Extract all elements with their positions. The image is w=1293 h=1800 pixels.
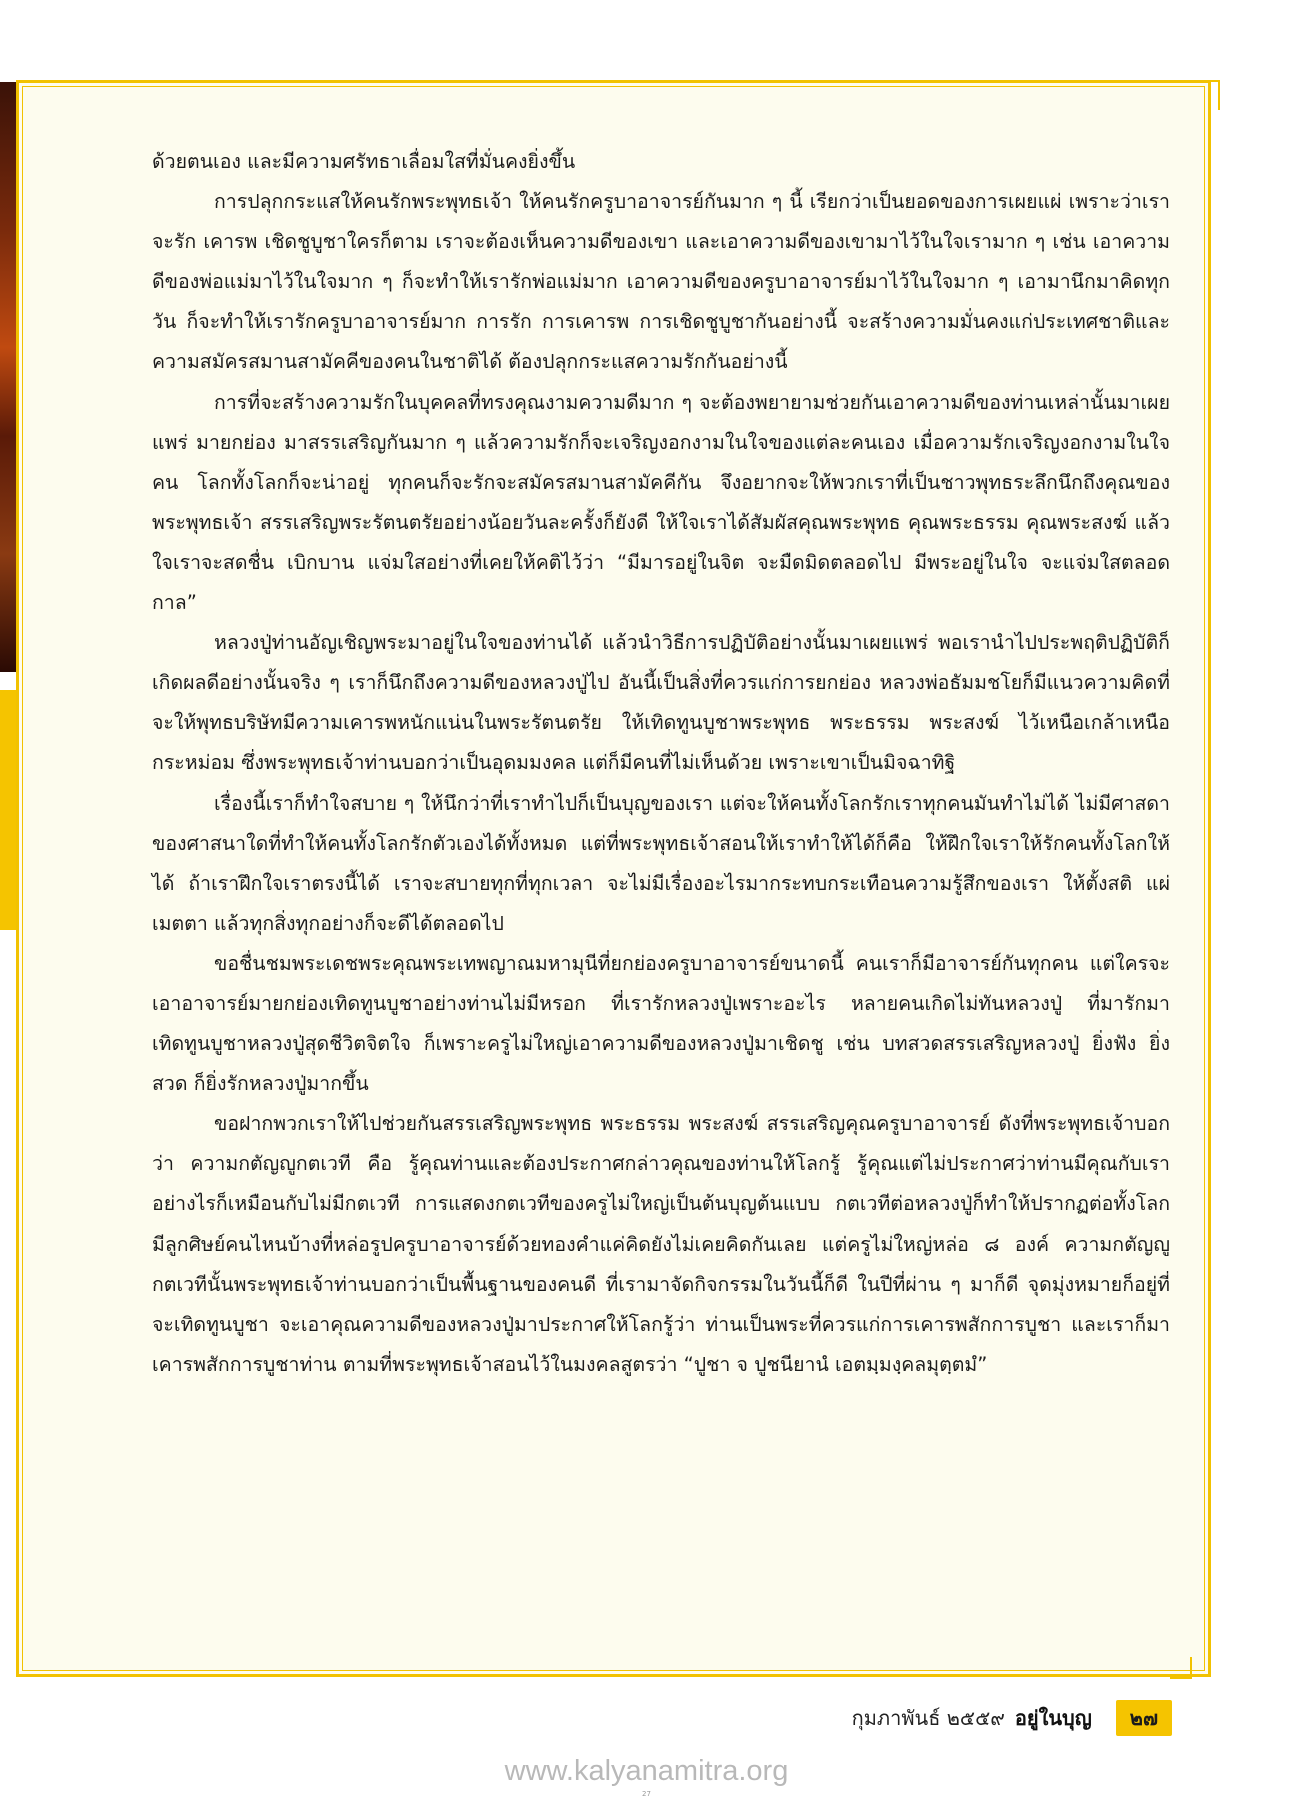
- article-paragraph: หลวงปู่ท่านอัญเชิญพระมาอยู่ในใจของท่านได้ แล้วนำวิธีการปฏิบัติอย่างนั้นมาเผยแพร่ พอเรานำไปประพฤติปฏิบัติก็เกิดผลดีอย่างนั้นจริง ๆ เราก็นึกถึงความดีของหลวงปู่ไป อันนี้เป็นสิ่งที่ควรแก่การยกย่อง หลวงพ่อธัมมชโยก็มีแนวความคิดที่จะให้พุทธบริษัทมีความเคารพหนักแน่นในพระรัตนตรัย ให้เทิดทูนบูชาพระพุทธ พระธรรม พระสงฆ์ ไว้เหนือเกล้าเหนือกระหม่อม ซึ่งพระพุทธเจ้าท่านบอกว่าเป็นอุดมมงคล แต่ก็มีคนที่ไม่เห็นด้วย เพราะเขาเป็นมิจฉาทิฐิ: [152, 631, 1170, 775]
- frame-corner-ornament: [1170, 1657, 1192, 1679]
- article-paragraph: ขอฝากพวกเราให้ไปช่วยกันสรรเสริญพระพุทธ พระธรรม พระสงฆ์ สรรเสริญคุณครูบาอาจารย์ ดังที่พระพุทธเจ้าบอกว่า ความกตัญญูกตเวที คือ รู้คุณท่านและต้องประกาศกล่าวคุณของท่านให้โลกรู้ รู้คุณแต่ไม่ประกาศว่าท่านมีคุณกับเราอย่างไรก็เหมือนกับไม่มีกตเวที การแสดงกตเวทีของครูไม่ใหญ่เป็นต้นบุญต้นแบบ กตเวทีต่อหลวงปู่ก็ทำให้ปรากฏต่อทั้งโลก มีลูกศิษย์คนไหนบ้างที่หล่อรูปครูบาอาจารย์ด้วยทองคำแค่คิดยังไม่เคยคิดกันเลย แต่ครูไม่ใหญ่หล่อ ๘ องค์ ความกตัญญูกตเวทีนั้นพระพุทธเจ้าท่านบอกว่าเป็นพื้นฐานของคนดี ที่เรามาจัดกิจกรรมในวันนี้ก็ดี ในปีที่ผ่าน ๆ มาก็ดี จุดมุ่งหมายก็อยู่ที่จะเทิดทูนบูชา จะเอาคุณความดีของหลวงปู่มาประกาศให้โลกรู้ว่า ท่านเป็นพระที่ควรแก่การเคารพสักการบูชา และเราก็มาเคารพสักการบูชาท่าน ตามที่พระพุทธเจ้าสอนไว้ในมงคลสูตรว่า “ปูชา จ ปูชนียานํ เอตมฺมงฺคลมุตฺตมํ”: [152, 1112, 1170, 1376]
- page-footer: [700, 1700, 1172, 1736]
- page-number-badge: ๒๗: [1116, 1700, 1172, 1736]
- frame-corner-ornament: [1190, 80, 1220, 110]
- article-body: [152, 142, 1170, 1385]
- issue-date: กุมภาพันธ์ ๒๕๕๙: [851, 1706, 1005, 1730]
- magazine-name: อยู่ในบุญ: [1014, 1706, 1092, 1730]
- watermark-url: www.kalyanamitra.org: [504, 1755, 789, 1787]
- article-paragraph: ขอชื่นชมพระเดชพระคุณพระเทพญาณมหามุนีที่ยกย่องครูบาอาจารย์ขนาดนี้ คนเราก็มีอาจารย์กันทุกคน แต่ใครจะเอาอาจารย์มายกย่องเทิดทูนบูชาอย่างท่านไม่มีหรอก ที่เรารักหลวงปู่เพราะอะไร หลายคนเกิดไม่ทันหลวงปู่ ที่มารักมาเทิดทูนบูชาหลวงปู่สุดชีวิตจิตใจ ก็เพราะครูไม่ใหญ่เอาความดีของหลวงปู่มาเชิดชู เช่น บทสวดสรรเสริญหลวงปู่ ยิ่งฟัง ยิ่งสวด ก็ยิ่งรักหลวงปู่มากขึ้น: [152, 951, 1170, 1096]
- article-paragraph: การที่จะสร้างความรักในบุคคลที่ทรงคุณงามความดีมาก ๆ จะต้องพยายามช่วยกันเอาความดีของท่านเหล่านั้นมาเผยแพร่ มายกย่อง มาสรรเสริญกันมาก ๆ แล้วความรักก็จะเจริญงอกงามในใจของแต่ละคนเอง เมื่อความรักเจริญงอกงามในใจคน โลกทั้งโลกก็จะน่าอยู่ ทุกคนก็จะรักจะสมัครสมานสามัคคีกัน จึงอยากจะให้พวกเราที่เป็นชาวพุทธระลึกนึกถึงคุณของพระพุทธเจ้า สรรเสริญพระรัตนตรัยอย่างน้อยวันละครั้งก็ยังดี ให้ใจเราได้สัมผัสคุณพระพุทธ คุณพระธรรม คุณพระสงฆ์ แล้วใจเราจะสดชื่น เบิกบาน แจ่มใสอย่างที่เคยให้คติไว้ว่า “มีมารอยู่ในจิต จะมืดมิดตลอดไป มีพระอยู่ในใจ จะแจ่มใสตลอดกาล”: [152, 390, 1170, 615]
- scan-page-number: 27: [642, 1790, 651, 1798]
- article-paragraph: ด้วยตนเอง และมีความศรัทธาเลื่อมใสที่มั่นคงยิ่งขึ้น: [152, 150, 576, 173]
- article-paragraph: เรื่องนี้เราก็ทำใจสบาย ๆ ให้นึกว่าที่เราทำไปก็เป็นบุญของเรา แต่จะให้คนทั้งโลกรักเราทุกคนมันทำไม่ได้ ไม่มีศาสดาของศาสนาใดที่ทำให้คนทั้งโลกรักตัวเองได้ทั้งหมด แต่ที่พระพุทธเจ้าสอนให้เราทำให้ได้ก็คือ ให้ฝึกใจเราให้รักคนทั้งโลกให้ได้ ถ้าเราฝึกใจเราตรงนี้ได้ เราจะสบายทุกที่ทุกเวลา จะไม่มีเรื่องอะไรมากระทบกระเทือนความรู้สึกของเรา ให้ตั้งสติ แผ่เมตตา แล้วทุกสิ่งทุกอย่างก็จะดีได้ตลอดไป: [152, 791, 1170, 935]
- article-paragraph: การปลุกกระแสให้คนรักพระพุทธเจ้า ให้คนรักครูบาอาจารย์กันมาก ๆ นี้ เรียกว่าเป็นยอดของการเผยแผ่ เพราะว่าเราจะรัก เคารพ เชิดชูบูชาใครก็ตาม เราจะต้องเห็นความดีของเขา และเอาความดีของเขามาไว้ในใจเรามาก ๆ เช่น เอาความดีของพ่อแม่มาไว้ในใจมาก ๆ ก็จะทำให้เรารักพ่อแม่มาก เอาความดีของครูบาอาจารย์มาไว้ในใจมาก ๆ เอามานึกมาคิดทุกวัน ก็จะทำให้เรารักครูบาอาจารย์มาก การรัก การเคารพ การเชิดชูบูชากันอย่างนี้ จะสร้างความมั่นคงแก่ประเทศชาติและความสมัครสมานสามัคคีของคนในชาติได้ ต้องปลุกกระแสความรักกันอย่างนี้: [152, 190, 1170, 374]
